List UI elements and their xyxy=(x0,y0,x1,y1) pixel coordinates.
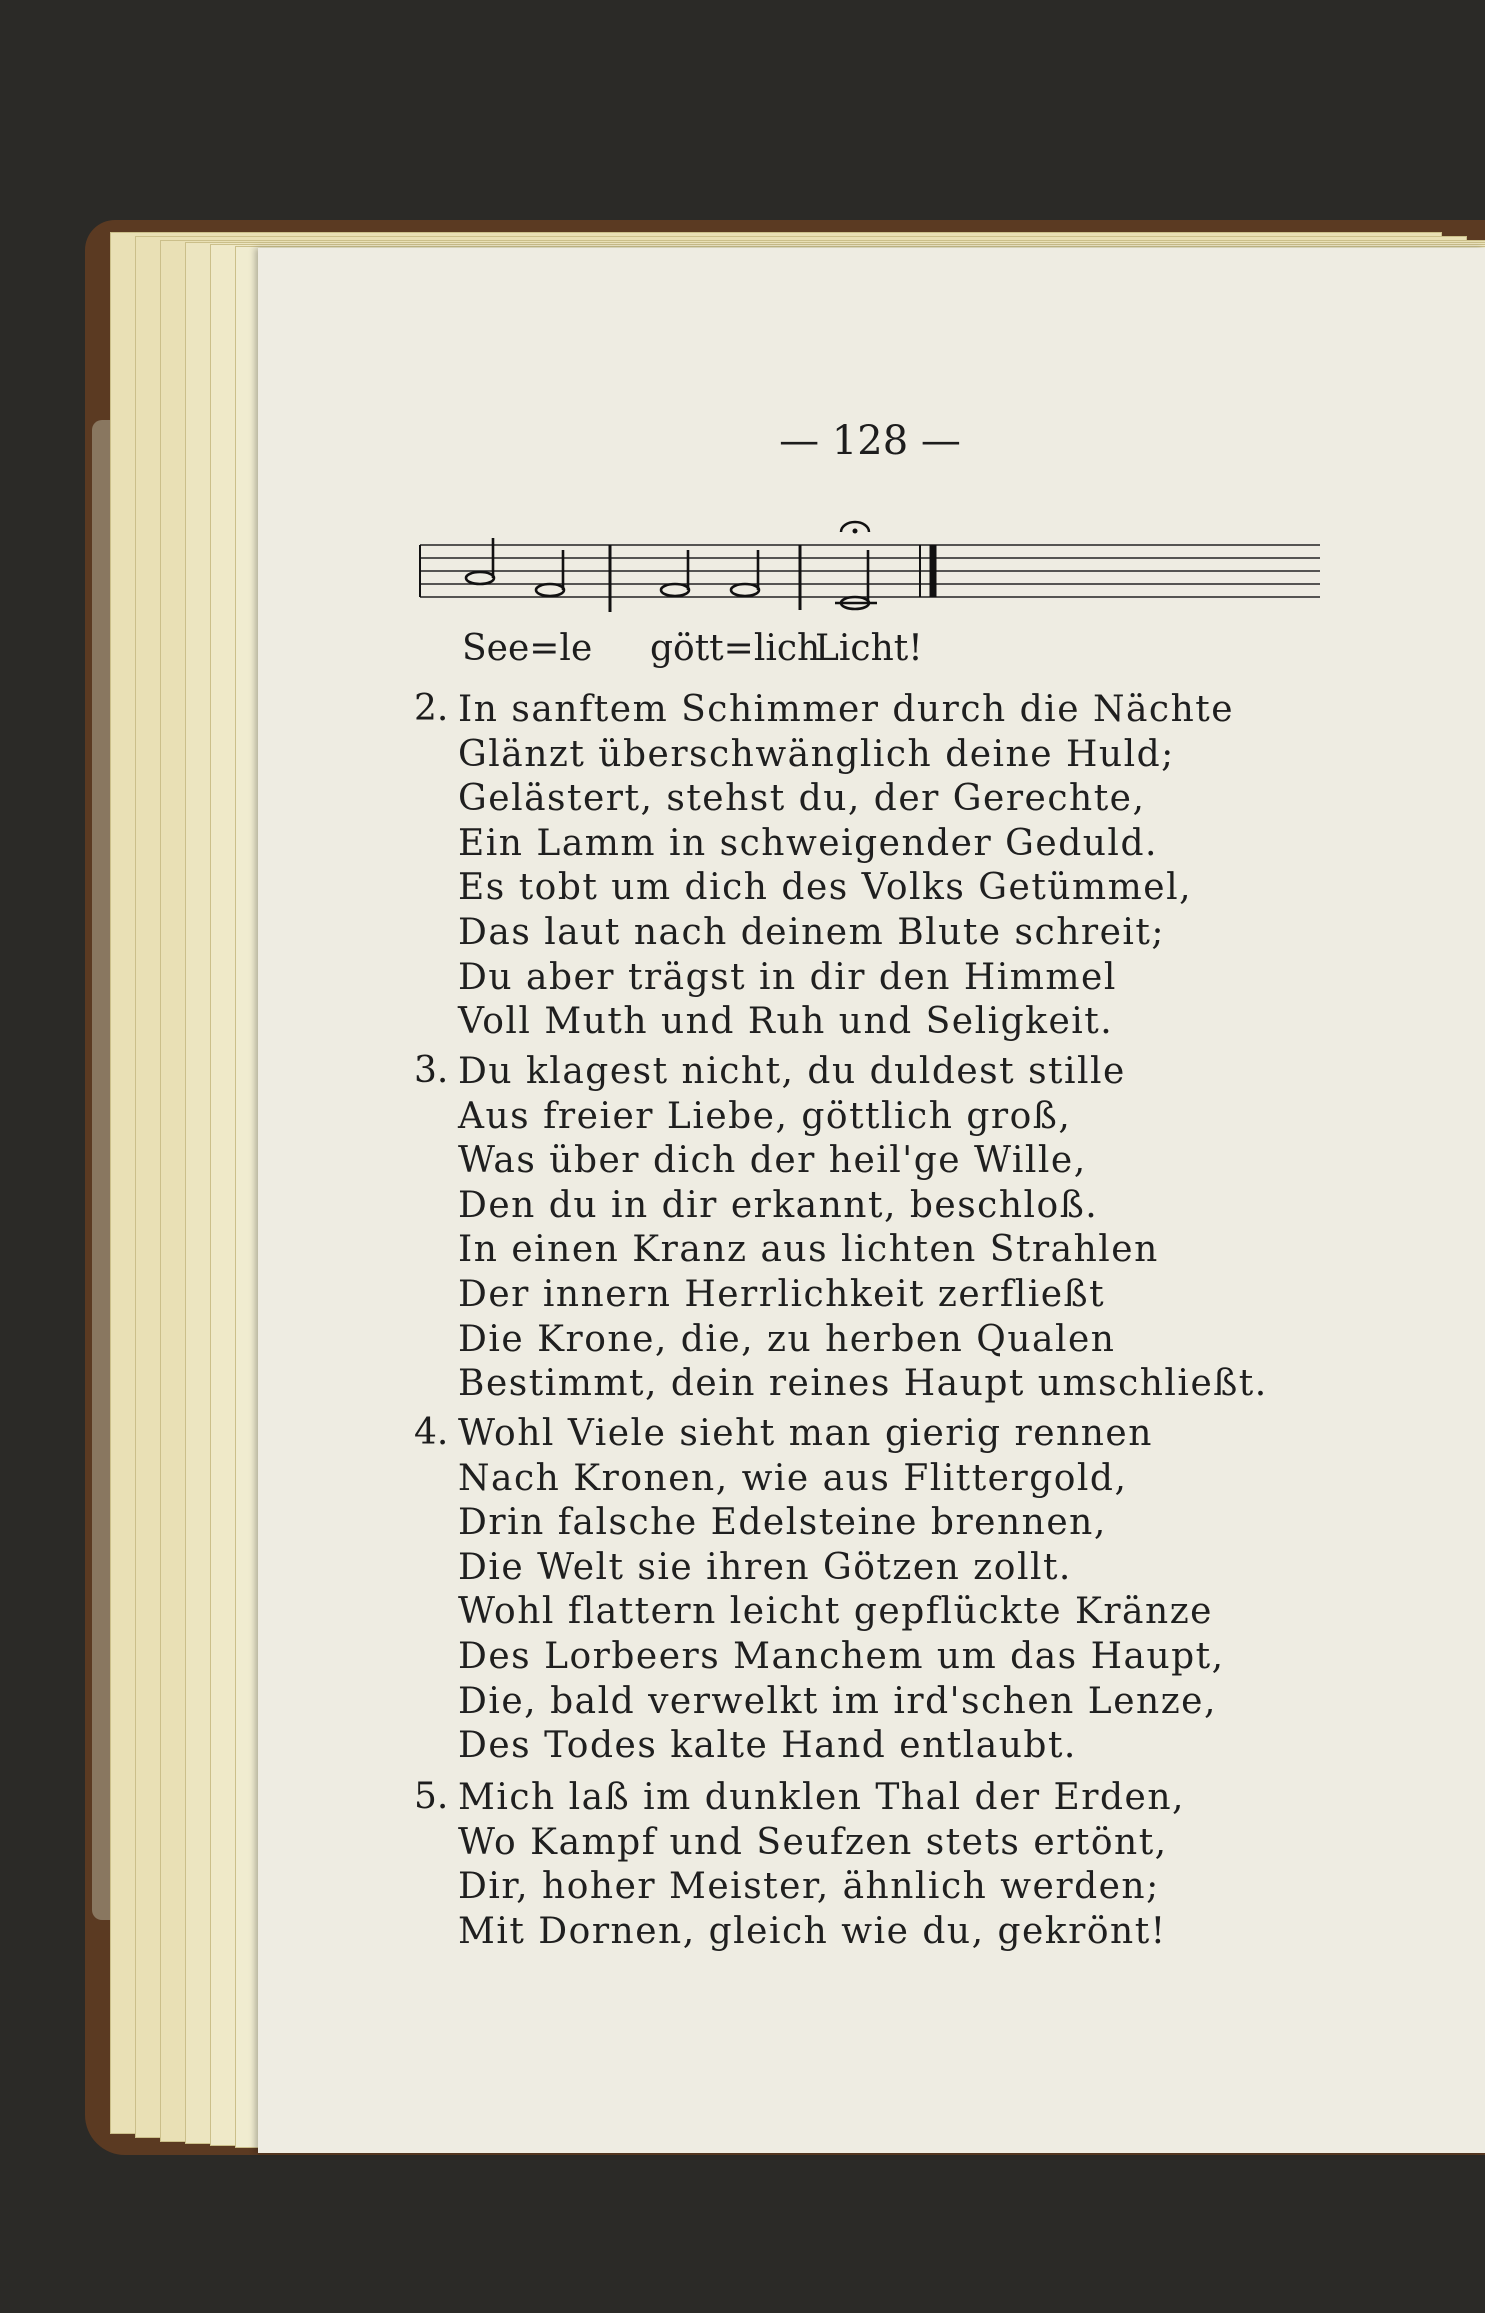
verse-line: Glänzt überschwänglich deine Huld; xyxy=(458,733,1175,775)
music-staff xyxy=(415,520,1325,640)
lyric-syllable: See=le xyxy=(462,628,593,669)
verse-line: Der innern Herrlichkeit zerfließt xyxy=(458,1273,1106,1315)
verse-line: Den du in dir erkannt, beschloß. xyxy=(458,1184,1099,1226)
verse-line: Aus freier Liebe, göttlich groß, xyxy=(458,1095,1072,1137)
verse-line: Drin falsche Edelsteine brennen, xyxy=(458,1502,1107,1544)
verse-2 xyxy=(414,688,1235,1045)
verse-number: 4. xyxy=(414,1412,449,1453)
verse-line: Das laut nach deinem Blute schreit; xyxy=(458,911,1166,953)
verse-line: Die Krone, die, zu herben Qualen xyxy=(458,1318,1116,1360)
verse-number: 5. xyxy=(414,1776,449,1817)
verse-line: In sanftem Schimmer durch die Nächte xyxy=(458,689,1235,730)
page-number: — 128 — xyxy=(779,418,961,464)
verse-line: Wohl flattern leicht gepflückte Kränze xyxy=(458,1591,1213,1633)
verse-line: Ein Lamm in schweigender Geduld. xyxy=(458,822,1158,864)
verse-number: 2. xyxy=(414,688,449,729)
lyric-syllable: gött=lich xyxy=(650,628,821,669)
verse-line: Bestimmt, dein reines Haupt umschließt. xyxy=(458,1363,1268,1405)
lyric-syllable: Licht! xyxy=(815,628,923,669)
verse-5 xyxy=(414,1776,1218,1954)
verse-line: Es tobt um dich des Volks Getümmel, xyxy=(458,867,1193,909)
half-notes xyxy=(466,538,877,609)
verse-line: Mich laß im dunklen Thal der Erden, xyxy=(458,1777,1185,1818)
verse-line: Wo Kampf und Seufzen stets ertönt, xyxy=(458,1821,1168,1863)
verse-line: Voll Muth und Ruh und Seligkeit. xyxy=(458,1001,1114,1043)
verse-line: Des Lorbeers Manchem um das Haupt, xyxy=(458,1635,1225,1677)
verse-line: Du klagest nicht, du duldest stille xyxy=(458,1051,1126,1092)
verse-line: Dir, hoher Meister, ähnlich werden; xyxy=(458,1866,1160,1908)
verse-line: Was über dich der heil'ge Wille, xyxy=(458,1140,1087,1182)
verse-line: Du aber trägst in dir den Himmel xyxy=(458,956,1117,998)
verse-line: Mit Dornen, gleich wie du, gekrönt! xyxy=(458,1910,1167,1952)
verse-number: 3. xyxy=(414,1050,449,1091)
verse-line: In einen Kranz aus lichten Strahlen xyxy=(458,1229,1159,1271)
verse-line: Die, bald verwelkt im ird'schen Lenze, xyxy=(458,1680,1217,1722)
verse-line: Des Todes kalte Hand entlaubt. xyxy=(458,1725,1077,1767)
verse-3 xyxy=(414,1050,1268,1407)
verse-line: Wohl Viele sieht man gierig rennen xyxy=(458,1413,1153,1454)
verse-line: Gelästert, stehst du, der Gerechte, xyxy=(458,778,1146,820)
verse-line: Die Welt sie ihren Götzen zollt. xyxy=(458,1546,1072,1588)
fermata-icon xyxy=(841,522,869,534)
verse-4 xyxy=(414,1412,1225,1769)
verse-line: Nach Kronen, wie aus Flittergold, xyxy=(458,1457,1128,1499)
